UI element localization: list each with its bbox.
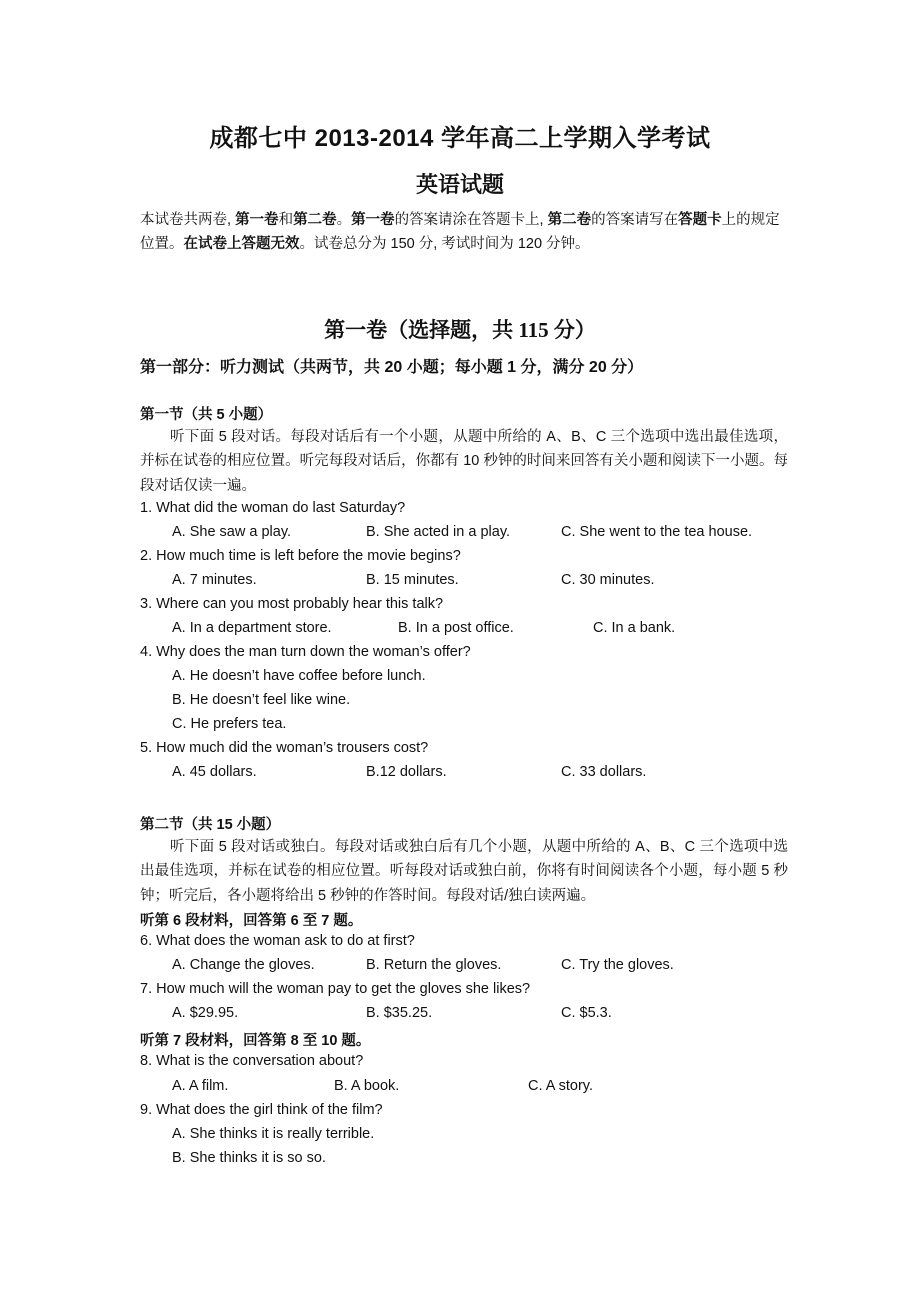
- option-b: B. 15 minutes.: [366, 572, 459, 588]
- option-a: A. 7 minutes.: [172, 572, 257, 588]
- option-a: A. A film.: [172, 1078, 229, 1094]
- option-c: C. 33 dollars.: [561, 764, 647, 780]
- option-c: C. In a bank.: [593, 620, 676, 636]
- intro-bold: 答题卡: [678, 212, 722, 228]
- section2-instructions: 听下面 5 段对话或独白。每段对话或独白后有几个小题，从题中所给的 A、B、C 三个选项中选出最佳选项，并标在试卷的相应位置。听每段对话或独白前，你将有时间阅读各个小题，每小题 5 秒钟；听完后，各小题将给出 5 秒钟的作答时间。每段对话/独白读两遍。: [140, 839, 788, 904]
- intro-text: 。试卷总分为 150 分, 考试时间为 120 分钟。: [299, 236, 590, 252]
- option-a: A. She thinks it is really terrible.: [172, 1126, 375, 1142]
- intro-bold: 在试卷上答题无效: [183, 236, 300, 252]
- intro-text: 和: [278, 212, 294, 228]
- question-stem: 5. How much did the woman’s trousers cost?: [140, 740, 429, 756]
- material-6-instruction: 听第 6 段材料，回答第 6 至 7 题。: [140, 913, 363, 929]
- option-a: A. He doesn’t have coffee before lunch.: [172, 668, 426, 684]
- option-a: A. In a department store.: [172, 620, 332, 636]
- question-stem: 4. Why does the man turn down the woman’s offer?: [140, 644, 471, 660]
- option-b: B. Return the gloves.: [366, 957, 502, 973]
- intro-bold: 第一卷: [351, 212, 395, 228]
- exam-subtitle: 英语试题: [415, 172, 504, 197]
- intro-text: 上的规定位置。: [140, 212, 780, 252]
- intro-bold: 第二卷: [547, 212, 592, 228]
- option-a: A. 45 dollars.: [172, 764, 257, 780]
- part1-title: 第一部分：听力测试（共两节，共 20 小题；每小题 1 分，满分 20 分）: [140, 359, 644, 376]
- material-7-instruction: 听第 7 段材料，回答第 8 至 10 题。: [140, 1033, 371, 1049]
- option-c: C. A story.: [528, 1078, 594, 1094]
- option-c: C. Try the gloves.: [561, 957, 674, 973]
- intro-bold: 第二卷: [293, 212, 337, 228]
- option-a: A. Change the gloves.: [172, 957, 315, 973]
- option-a: A. She saw a play.: [172, 524, 292, 540]
- option-b: B. In a post office.: [398, 620, 514, 636]
- option-b: B. A book.: [334, 1078, 400, 1094]
- exam-instructions: [140, 208, 790, 256]
- section1-instructions: 听下面 5 段对话。每段对话后有一个小题，从题中所给的 A、B、C 三个选项中选出最佳选项，并标在试卷的相应位置。听完每段对话后，你都有 10 秒钟的时间来回答有关小题和阅读下一小题。每段对话仅读一遍。: [140, 429, 788, 494]
- intro-text: 的答案请写在: [591, 212, 679, 228]
- option-c: C. She went to the tea house.: [561, 524, 753, 540]
- question-stem: 9. What does the girl think of the film?: [140, 1102, 383, 1118]
- exam-title: 成都七中 2013-2014 学年高二上学期入学考试: [209, 125, 711, 152]
- option-c: C. 30 minutes.: [561, 572, 655, 588]
- intro-text: 本试卷共两卷,: [140, 212, 236, 228]
- question-stem: 8. What is the conversation about?: [140, 1053, 364, 1069]
- option-b: B. She acted in a play.: [366, 524, 511, 540]
- intro-text: 的答案请涂在答题卡上,: [394, 212, 548, 228]
- intro-text: 。: [336, 212, 352, 228]
- option-b: B. She thinks it is so so.: [172, 1150, 326, 1166]
- intro-bold: 第一卷: [235, 212, 279, 228]
- option-b: B. $35.25.: [366, 1005, 433, 1021]
- question-stem: 3. Where can you most probably hear this talk?: [140, 596, 444, 612]
- section2-heading: 第二节（共 15 小题）: [140, 817, 281, 833]
- volume1-title: 第一卷（选择题，共 115 分）: [324, 318, 596, 342]
- option-c: C. $5.3.: [561, 1005, 612, 1021]
- option-a: A. $29.95.: [172, 1005, 239, 1021]
- option-b: B. He doesn’t feel like wine.: [172, 692, 351, 708]
- question-stem: 6. What does the woman ask to do at first?: [140, 933, 415, 949]
- option-c: C. He prefers tea.: [172, 716, 287, 732]
- option-b: B.12 dollars.: [366, 764, 447, 780]
- question-stem: 7. How much will the woman pay to get the gloves she likes?: [140, 981, 531, 997]
- section1-heading: 第一节（共 5 小题）: [140, 407, 273, 423]
- question-stem: 1. What did the woman do last Saturday?: [140, 500, 406, 516]
- question-stem: 2. How much time is left before the movie begins?: [140, 548, 461, 564]
